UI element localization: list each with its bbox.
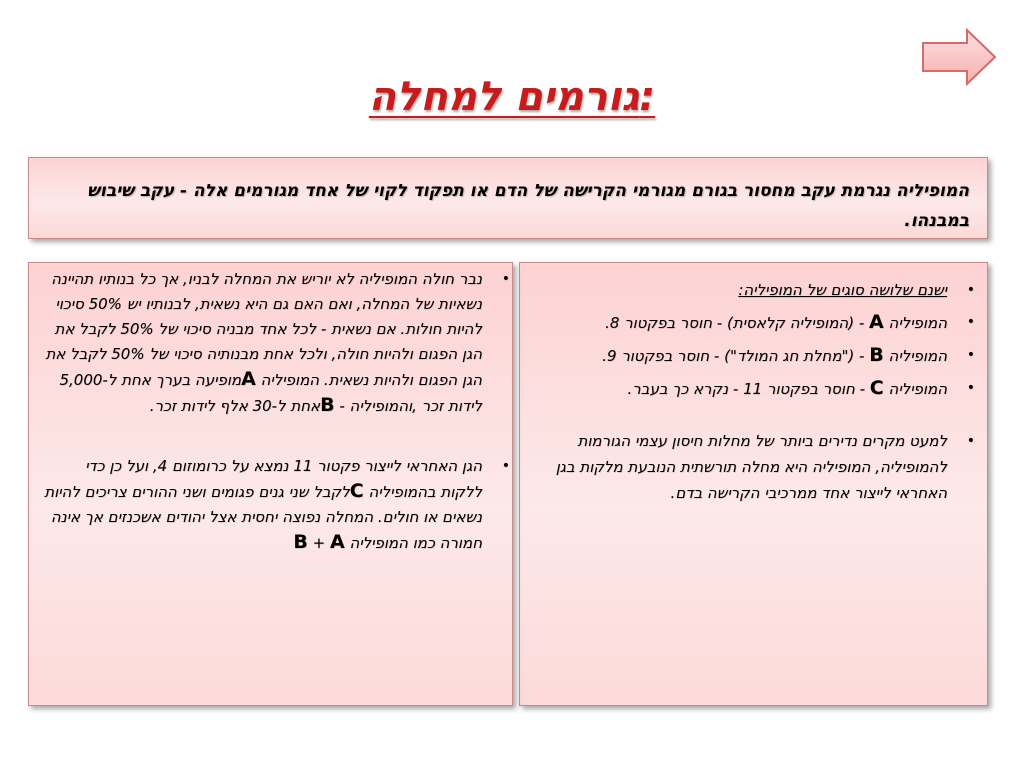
type-c-pre: המופיליה <box>888 380 947 398</box>
types-box <box>519 262 988 706</box>
bullet-icon: • <box>501 458 510 474</box>
bullet-icon: • <box>966 380 975 396</box>
gene-letter-c: C <box>349 480 364 502</box>
type-c-item <box>534 375 975 402</box>
inheritance-letter-b: B <box>320 394 335 416</box>
bullet-icon: • <box>966 314 975 330</box>
gene-item <box>43 454 510 556</box>
rare-cases-text: למעט מקרים נדירים ביותר של מחלות חיסון עצמי הגורמות להמופיליה, המופיליה היא מחלה תורשתית הנובעת מלקות בגן האחראי לייצור אחד ממרכיבי הקרישה בדם. <box>555 432 947 502</box>
inheritance-list <box>43 267 510 556</box>
types-heading-text: ישנם שלושה סוגים של המופיליה: <box>738 281 947 299</box>
bullet-icon: • <box>966 433 975 449</box>
type-c-post: - חוסר בפקטור 11 - נקרא כך בעבר. <box>627 380 865 398</box>
types-heading <box>534 277 975 303</box>
intro-text: המופיליה נגרמת עקב מחסור בגורם מגורמי הקרישה של הדם או תפקוד לקוי של אחד מגורמים אלה - עקב שיבוש במבנהו. <box>87 181 969 231</box>
gene-letter-b: B <box>293 531 308 553</box>
type-a-post: - (המופיליה קלאסית) - חוסר בפקטור 8. <box>605 314 865 332</box>
inheritance-text-3: אחת ל-30 אלף לידות זכר. <box>149 397 321 415</box>
bullet-icon: • <box>966 282 975 298</box>
rare-cases-item <box>534 428 975 506</box>
gene-text-1: הגן האחראי לייצור פקטור 11 נמצא על כרומוזום 4, ועל כן כדי ללקות בהמופיליה <box>85 457 482 501</box>
type-b-pre: המופיליה <box>888 347 947 365</box>
gene-text-2: לקבל שני גנים פגומים ושני ההורים צריכים להיות נשאים או חולים. המחלה נפוצה יחסית אצל יהודים אשכנזים אך אינה חמורה כמו המופיליה <box>44 483 482 552</box>
inheritance-text-2: מופיעה בערך אחת ל-5,000 לידות זכר ,והמופיליה - <box>59 371 482 415</box>
type-a-pre: המופיליה <box>888 314 947 332</box>
type-a-item <box>534 309 975 336</box>
intro-box <box>28 157 988 239</box>
type-b-letter: B <box>869 344 884 366</box>
inheritance-box <box>28 262 513 706</box>
bullet-icon: • <box>501 271 510 287</box>
gene-letter-a: A <box>329 531 345 553</box>
slide-title: גורמים למחלה: <box>368 74 656 120</box>
type-b-post: - ("מחלת חג המולד") - חוסר בפקטור 9. <box>602 347 865 365</box>
type-c-letter: C <box>869 377 884 399</box>
type-a-letter: A <box>869 311 884 333</box>
gene-plus: + <box>312 534 326 552</box>
type-b-item <box>534 342 975 369</box>
inheritance-text-1: נבר חולה המופיליה לא יוריש את המחלה לבניו, אך כל בנותיו תהיינה נשאיות של המחלה, ואם האם גם היא נשאית, לבנותיו יש 50% סיכוי להיות חולות. אם נשאית - לכל אחד מבניה סיכוי של 50% לקבל את הגן הפגום ולהיות חולה, ולכל אחת מבנותיה סיכוי של 50% לקבל את הגן הפגום ולהיות נשאית. המופיליה <box>45 270 482 389</box>
bullet-icon: • <box>966 347 975 363</box>
inheritance-letter-a: A <box>241 368 256 390</box>
types-list <box>534 277 975 506</box>
inheritance-item <box>43 267 510 419</box>
